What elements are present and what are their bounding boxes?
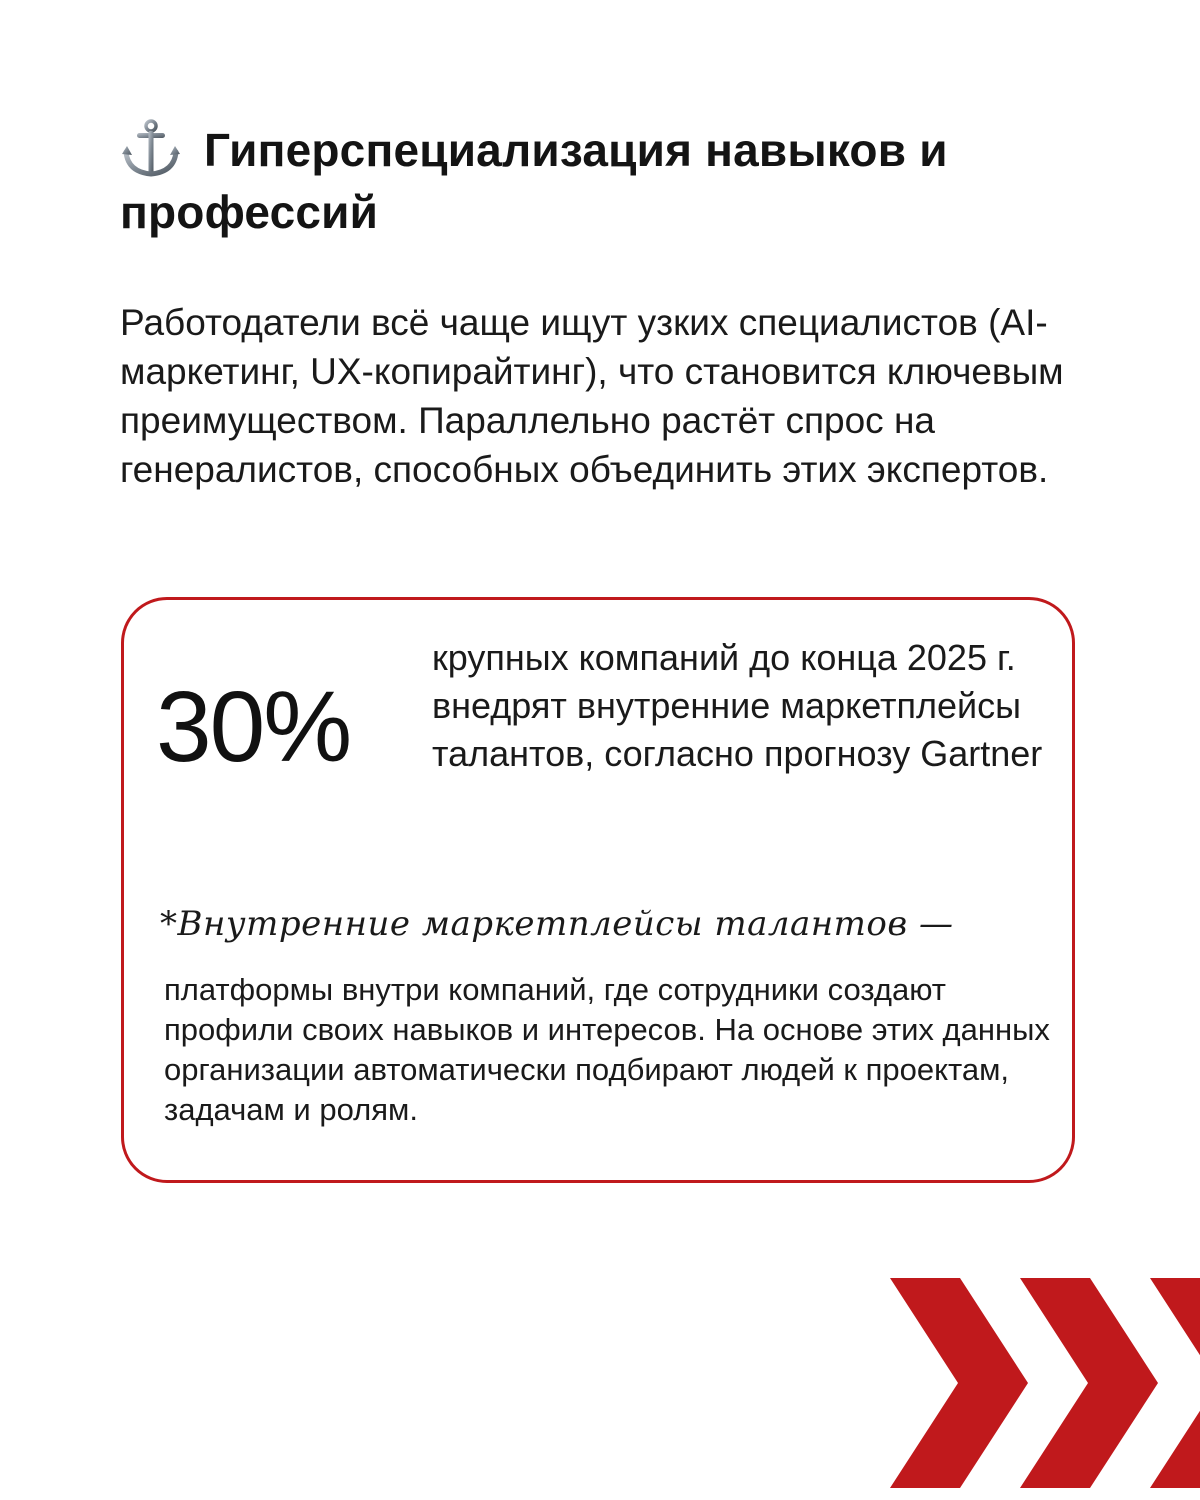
page-title [120, 118, 1080, 243]
footnote-description: платформы внутри компаний, где сотрудники создают профили своих навыков и интересов. На основе этих данных организации автоматически подбирают людей к проектам, задачам и ролям. [164, 972, 1050, 1127]
stat-value: 30% [156, 671, 351, 783]
stat-description: крупных компаний до конца 2025 г. внедрят внутренние маркетплейсы талантов, согласно прогнозу Gartner [432, 637, 1043, 774]
chevron-arrows-icon [880, 1278, 1200, 1488]
title-text: Гиперспециализация навыков и профессий [120, 124, 948, 238]
footnote-term: *Внутренние маркетплейсы талантов — [160, 904, 954, 944]
anchor-icon [120, 118, 182, 180]
stat-card [121, 597, 1075, 1183]
intro-paragraph: Работодатели всё чаще ищут узких специалистов (AI-маркетинг, UX-копирайтинг), что становится ключевым преимуществом. Параллельно растёт спрос на генералистов, способных объединить этих экспертов. [120, 302, 1064, 490]
